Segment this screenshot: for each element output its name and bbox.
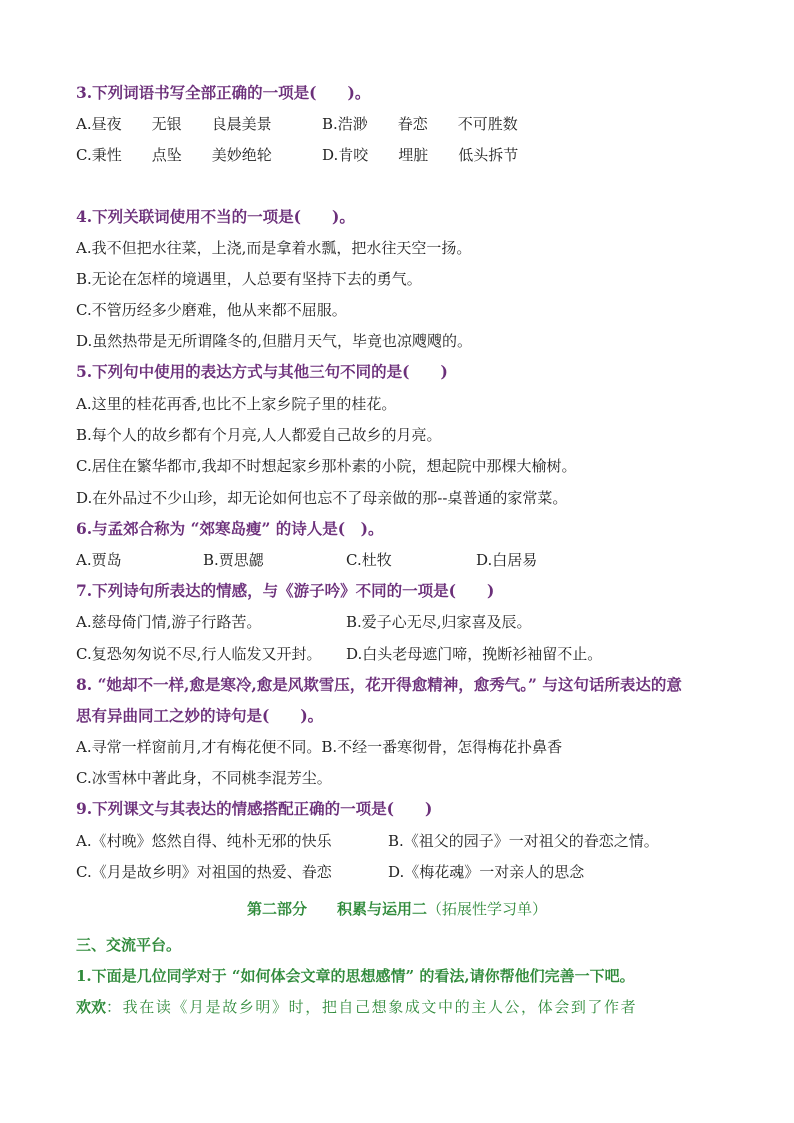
q4-option-d: D.虽然热带是无所谓隆冬的,但腊月天气，毕竟也凉飕飕的。	[76, 332, 473, 350]
q7-stem: 7.下列诗句所表达的情感，与《游子吟》不同的一项是( )	[76, 581, 495, 600]
section-subtitle: （拓展性学习单）	[427, 900, 548, 918]
q3-option-d: D.肯咬 埋脏 低头拆节	[322, 146, 519, 164]
q3-option-b: B.浩渺 眷恋 不可胜数	[322, 115, 518, 133]
q9-option-c: C.《月是故乡明》对祖国的热爱、眷恋	[76, 863, 332, 881]
part3-question-1: 1.下面是几位同学对于 “如何体会文章的思想感情” 的看法,请你帮他们完善一下吧。	[76, 967, 635, 985]
q7-option-c: C.复恐匆匆说不尽,行人临发又开封。	[76, 645, 322, 663]
q7-option-d: D.白头老母遮门啼，挽断衫袖留不止。	[346, 645, 603, 663]
q8-stem-line2: 思有异曲同工之妙的诗句是( )。	[76, 706, 324, 725]
q3-option-a: A.昼夜 无银 良晨美景	[76, 115, 272, 133]
speaker-name: 欢欢	[76, 998, 107, 1016]
q5-option-a: A.这里的桂花再香,也比不上家乡院子里的桂花。	[76, 395, 397, 413]
q3-stem: 3.下列词语书写全部正确的一项是( )。	[76, 83, 371, 102]
section-title: 第二部分 积累与运用二	[246, 900, 427, 918]
q9-option-b: B.《祖父的园子》一对祖父的眷恋之情。	[388, 832, 659, 850]
q5-option-d: D.在外品过不少山珍，却无论如何也忘不了母亲做的那--桌普通的家常菜。	[76, 489, 568, 507]
q5-option-b: B.每个人的故乡都有个月亮,人人都爱自己故乡的月亮。	[76, 426, 442, 444]
q6-option-c: C.杜牧	[346, 551, 392, 569]
q4-stem: 4.下列关联词使用不当的一项是( )。	[76, 207, 355, 226]
part3-heading: 三、交流平台。	[76, 936, 182, 954]
q4-option-c: C.不管历经多少磨难，他从来都不屈服。	[76, 301, 347, 319]
q8-option-c: C.冰雪林中著此身，不同桃李混芳尘。	[76, 769, 332, 787]
q7-option-b: B.爱子心无尽,归家喜及辰。	[346, 613, 532, 631]
q5-option-c: C.居住在繁华都市,我却不时想起家乡那朴素的小院，想起院中那棵大榆树。	[76, 457, 577, 475]
q8-option-ab: A.寻常一样窗前月,才有梅花便不同。B.不经一番寒彻骨，怎得梅花扑鼻香	[76, 738, 563, 756]
speaker-text: ：我在读《月是故乡明》时，把自己想象成文中的主人公，体会到了作者	[106, 998, 638, 1016]
q5-stem: 5.下列句中使用的表达方式与其他三句不同的是( )	[76, 362, 448, 381]
q6-stem: 6.与孟郊合称为 “郊寒岛瘦” 的诗人是( )。	[76, 519, 384, 538]
q6-option-b: B.贾思勰	[203, 551, 264, 569]
part3-answer-line	[76, 997, 637, 1017]
q9-option-a: A.《村晚》悠然自得、纯朴无邪的快乐	[76, 832, 332, 850]
q8-stem-line1: 8. “她却不一样,愈是寒冷,愈是风欺雪压，花开得愈精神，愈秀气。” 与这句话所表达的意	[76, 675, 682, 694]
section-header	[0, 898, 794, 919]
q4-option-a: A.我不但把水往菜，上浇,而是拿着水瓢，把水往天空一扬。	[76, 239, 472, 257]
q9-stem: 9.下列课文与其表达的情感搭配正确的一项是( )	[76, 799, 433, 818]
q3-option-c: C.秉性 点坠 美妙绝轮	[76, 146, 272, 164]
q4-option-b: B.无论在怎样的境遇里，人总要有坚持下去的勇气。	[76, 270, 422, 288]
q6-option-a: A.贾岛	[76, 551, 122, 569]
q9-option-d: D.《梅花魂》一对亲人的思念	[388, 863, 585, 881]
q6-option-d: D.白居易	[476, 551, 538, 569]
q7-option-a: A.慈母倚门情,游子行路苦。	[76, 613, 262, 631]
